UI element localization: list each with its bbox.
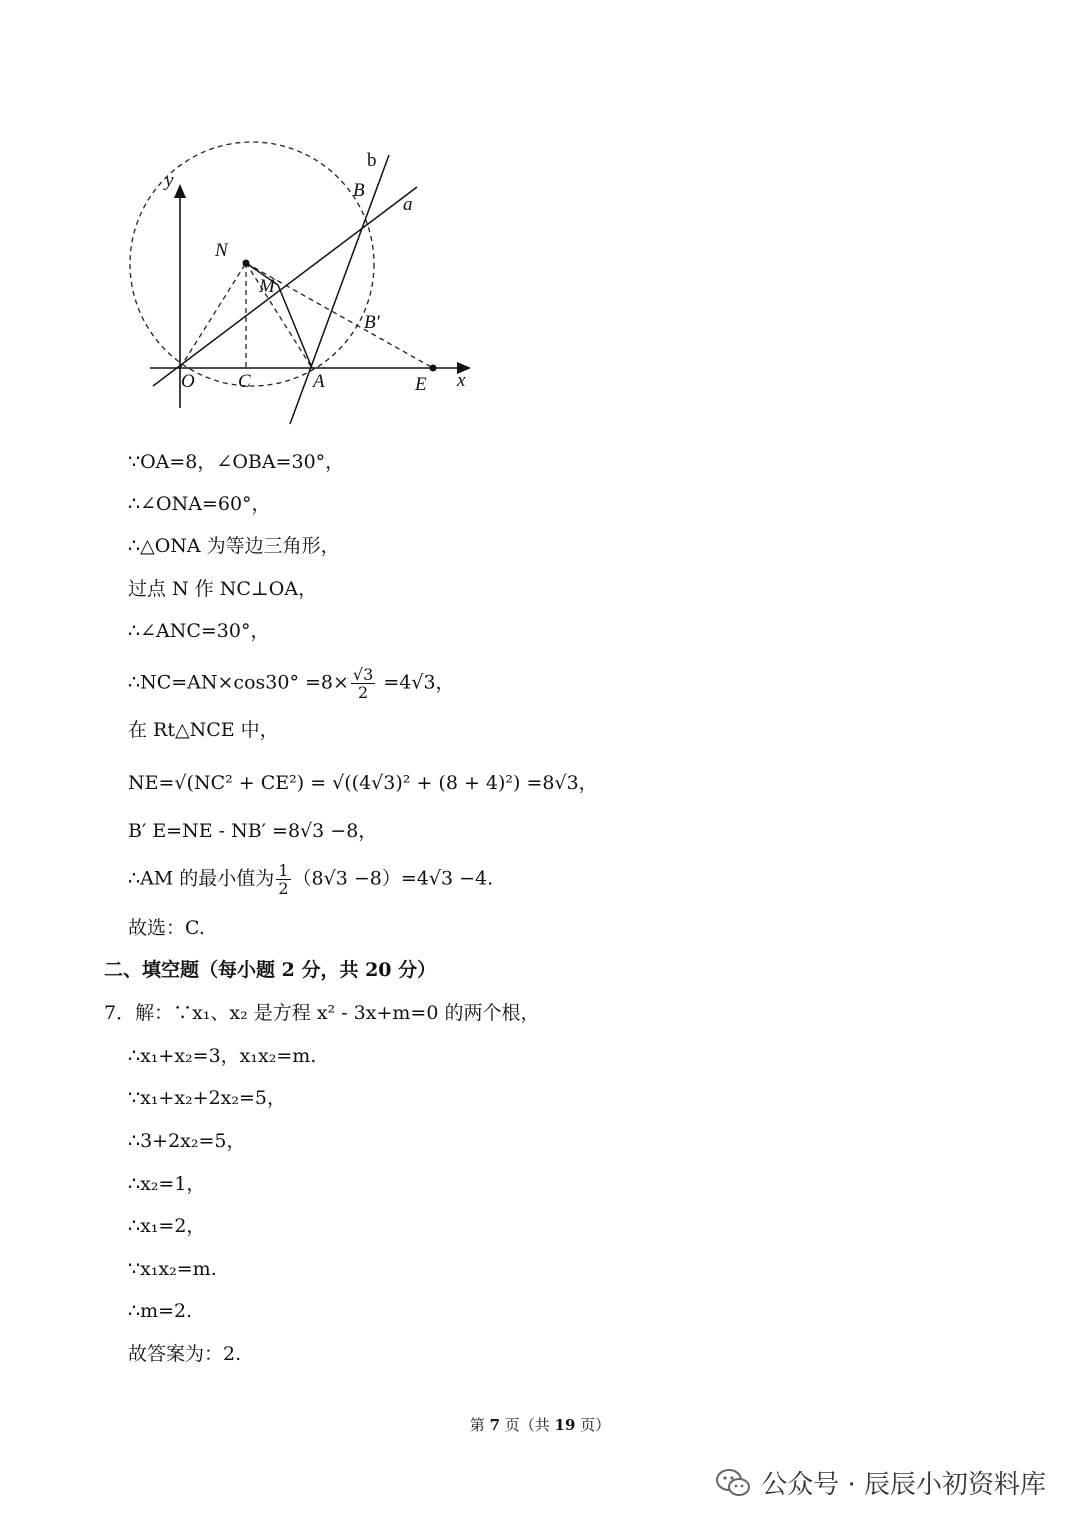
- fraction-denominator: 2: [278, 879, 289, 898]
- am-result: （8√3 −8）=4√3 −4.: [292, 867, 494, 890]
- section-title: 二、填空题（每小题 2 分，共 20 分）: [104, 959, 437, 981]
- fraction-denominator: 2: [358, 683, 369, 702]
- label-o: O: [181, 371, 195, 392]
- geometry-figure: [115, 140, 495, 430]
- point-e: [430, 365, 437, 372]
- solution-line-11: 故选：C.: [128, 917, 205, 939]
- label-e: E: [415, 374, 427, 395]
- solution-line-1: ∵OA=8，∠OBA=30°，: [128, 451, 345, 473]
- label-m: M: [259, 276, 275, 297]
- label-x: x: [457, 370, 466, 391]
- label-c: C: [238, 371, 251, 392]
- footer-middle: 页（共: [500, 1416, 555, 1434]
- fraction-numerator: 1: [278, 861, 289, 880]
- solution-line-4: 过点 N 作 NC⊥OA，: [128, 578, 318, 600]
- watermark: [715, 1464, 1046, 1501]
- footer-prefix: 第: [469, 1416, 490, 1434]
- nc-result: =4√3，: [377, 671, 455, 694]
- ne-sqrt-1: √(NC² + CE²): [174, 772, 305, 794]
- solution-line-7: 在 Rt△NCE 中，: [128, 719, 279, 741]
- label-a-point: A: [313, 371, 325, 392]
- q7-line-7: ∵x₁x₂=m.: [128, 1258, 217, 1280]
- footer-total-pages: 19: [554, 1416, 576, 1434]
- solution-line-8: [128, 770, 598, 796]
- y-axis-arrow: [174, 184, 186, 198]
- wechat-icon: [715, 1468, 751, 1498]
- segment-ma: [278, 285, 312, 368]
- figure-svg: [115, 140, 495, 430]
- fraction-sqrt3-over-2: [351, 666, 375, 701]
- solution-line-10: [128, 862, 493, 897]
- q7-line-1: 7．解：∵x₁、x₂ 是方程 x² - 3x+m=0 的两个根，: [104, 1002, 540, 1024]
- solution-line-9: B′ E=NE - NB′ =8√3 −8，: [128, 820, 378, 842]
- am-text: ∴AM 的最小值为: [128, 867, 275, 890]
- page-footer: [0, 1414, 1080, 1435]
- segment-on: [180, 263, 246, 368]
- q7-line-2: ∴x₁+x₂=3，x₁x₂=m.: [128, 1045, 317, 1067]
- q7-line-6: ∴x₁=2，: [128, 1215, 206, 1237]
- ne-equals: =: [304, 772, 333, 794]
- q7-line-4: ∴3+2x₂=5，: [128, 1130, 246, 1152]
- fraction-numerator: √3: [352, 665, 374, 684]
- line-a: [153, 187, 417, 386]
- fraction-one-half: [276, 862, 290, 897]
- footer-suffix: 页）: [575, 1416, 611, 1434]
- watermark-text: 公众号 · 辰辰小初资料库: [761, 1470, 1046, 1500]
- segment-na: [246, 263, 312, 368]
- point-n: [243, 260, 250, 267]
- label-y: y: [165, 170, 174, 191]
- ne-result: =8√3，: [520, 772, 598, 794]
- nc-text: ∴NC=AN×cos30° =8×: [128, 671, 349, 694]
- q7-line-9: 故答案为：2.: [128, 1343, 242, 1365]
- ne-label: NE=: [128, 772, 175, 794]
- ne-sqrt-2: √((4√3)² + (8 + 4)²): [332, 772, 521, 794]
- solution-line-6: [128, 666, 455, 701]
- label-b-point: B: [353, 180, 365, 201]
- solution-line-3: ∴△ONA 为等边三角形，: [128, 535, 340, 557]
- label-a-line: a: [403, 194, 413, 215]
- line-b: [290, 155, 389, 424]
- footer-page-number: 7: [489, 1416, 500, 1434]
- q7-line-5: ∴x₂=1，: [128, 1173, 206, 1195]
- solution-line-2: ∴∠ONA=60°，: [128, 493, 271, 515]
- solution-line-5: ∴∠ANC=30°，: [128, 620, 270, 642]
- q7-line-8: ∴m=2.: [128, 1300, 193, 1322]
- label-n: N: [215, 240, 228, 261]
- label-b-prime: B′: [364, 312, 380, 333]
- label-b-line: b: [367, 150, 377, 171]
- q7-line-3: ∵x₁+x₂+2x₂=5，: [128, 1087, 287, 1109]
